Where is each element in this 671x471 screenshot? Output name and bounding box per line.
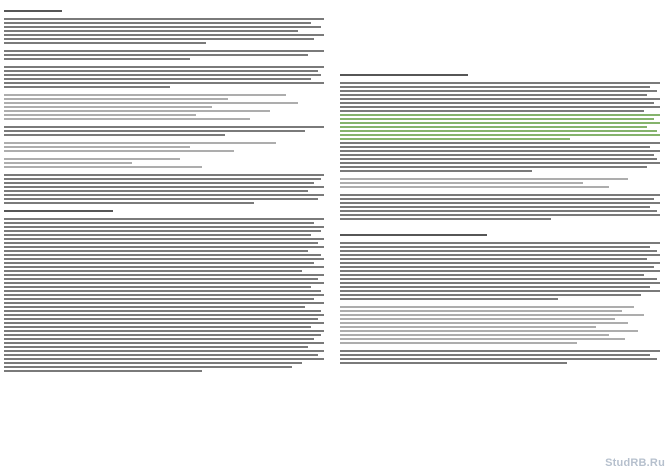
text-line bbox=[4, 30, 298, 32]
text-line bbox=[340, 322, 628, 324]
text-line bbox=[340, 86, 650, 88]
text-line bbox=[340, 50, 660, 52]
text-line bbox=[340, 78, 660, 80]
text-line bbox=[4, 222, 314, 224]
text-line bbox=[340, 254, 660, 256]
text-line bbox=[340, 66, 660, 68]
text-line bbox=[4, 270, 302, 272]
text-line bbox=[340, 298, 558, 300]
text-line bbox=[340, 202, 660, 204]
text-line bbox=[4, 82, 324, 84]
text-line bbox=[340, 26, 660, 28]
text-line bbox=[340, 10, 660, 12]
text-line bbox=[340, 226, 660, 228]
text-line bbox=[4, 238, 324, 240]
text-line bbox=[340, 94, 647, 96]
text-line bbox=[340, 250, 657, 252]
text-line bbox=[4, 146, 190, 148]
text-line bbox=[340, 290, 660, 292]
text-line bbox=[340, 162, 660, 164]
text-line bbox=[340, 218, 551, 220]
section-heading-line bbox=[340, 74, 468, 76]
text-line bbox=[4, 134, 225, 136]
text-line bbox=[340, 90, 657, 92]
text-line bbox=[4, 190, 308, 192]
text-line bbox=[4, 314, 324, 316]
text-line bbox=[340, 58, 660, 60]
text-line bbox=[340, 178, 628, 180]
text-line bbox=[340, 170, 532, 172]
text-line bbox=[4, 206, 324, 208]
text-line bbox=[340, 34, 660, 36]
text-line bbox=[340, 22, 660, 24]
text-line bbox=[340, 266, 654, 268]
section-heading-line bbox=[4, 10, 62, 12]
text-line bbox=[340, 198, 654, 200]
text-line bbox=[4, 366, 292, 368]
text-line bbox=[4, 58, 190, 60]
text-line bbox=[4, 266, 324, 268]
text-line bbox=[340, 82, 660, 84]
text-line bbox=[340, 30, 660, 32]
text-line bbox=[4, 54, 308, 56]
section-heading-line bbox=[340, 234, 487, 236]
text-line bbox=[340, 130, 657, 132]
text-line bbox=[4, 126, 324, 128]
text-line bbox=[340, 186, 609, 188]
text-line bbox=[4, 130, 305, 132]
text-line bbox=[4, 326, 311, 328]
text-line bbox=[4, 322, 324, 324]
text-line bbox=[4, 290, 321, 292]
text-line bbox=[340, 354, 650, 356]
text-line bbox=[340, 294, 641, 296]
text-line bbox=[4, 294, 324, 296]
text-line bbox=[4, 362, 302, 364]
text-line bbox=[4, 66, 324, 68]
watermark: StudRB.Ru bbox=[605, 457, 665, 469]
text-line bbox=[340, 150, 660, 152]
text-line bbox=[340, 242, 660, 244]
text-line bbox=[340, 326, 596, 328]
text-line bbox=[4, 78, 311, 80]
text-line bbox=[4, 114, 196, 116]
text-line bbox=[4, 86, 170, 88]
text-line bbox=[4, 214, 324, 216]
text-line bbox=[4, 166, 202, 168]
text-line bbox=[4, 310, 321, 312]
text-line bbox=[4, 46, 324, 48]
text-line bbox=[340, 158, 657, 160]
text-line bbox=[340, 246, 650, 248]
text-line bbox=[4, 198, 318, 200]
text-line bbox=[4, 162, 132, 164]
text-line bbox=[340, 346, 660, 348]
text-line bbox=[340, 46, 660, 48]
text-line bbox=[4, 194, 324, 196]
text-line bbox=[4, 42, 206, 44]
text-line bbox=[4, 74, 321, 76]
text-line bbox=[340, 18, 660, 20]
text-line bbox=[4, 110, 270, 112]
text-line bbox=[4, 226, 324, 228]
text-line bbox=[340, 194, 660, 196]
text-line bbox=[4, 50, 324, 52]
text-line bbox=[4, 14, 324, 16]
text-line bbox=[340, 270, 660, 272]
text-line bbox=[4, 234, 311, 236]
text-line bbox=[340, 146, 650, 148]
text-line bbox=[4, 202, 254, 204]
text-line bbox=[4, 94, 286, 96]
text-line bbox=[340, 230, 660, 232]
text-line bbox=[340, 190, 660, 192]
text-line bbox=[4, 302, 324, 304]
section-heading-line bbox=[4, 210, 113, 212]
text-line bbox=[4, 318, 318, 320]
text-line bbox=[340, 70, 660, 72]
text-line bbox=[340, 166, 647, 168]
text-line bbox=[4, 346, 308, 348]
text-line bbox=[4, 154, 324, 156]
text-line bbox=[4, 254, 321, 256]
text-line bbox=[4, 258, 324, 260]
text-line bbox=[340, 258, 647, 260]
text-line bbox=[4, 122, 324, 124]
text-line bbox=[340, 334, 609, 336]
text-line bbox=[4, 174, 324, 176]
text-line bbox=[340, 142, 660, 144]
text-line bbox=[340, 206, 650, 208]
text-line bbox=[4, 22, 311, 24]
text-line bbox=[4, 26, 321, 28]
text-line bbox=[4, 330, 324, 332]
text-line bbox=[340, 138, 570, 140]
text-line bbox=[4, 354, 318, 356]
text-line bbox=[4, 178, 321, 180]
text-line bbox=[4, 98, 228, 100]
text-line bbox=[340, 118, 654, 120]
text-line bbox=[340, 54, 660, 56]
text-line bbox=[340, 302, 660, 304]
text-line bbox=[4, 218, 324, 220]
text-line bbox=[340, 274, 644, 276]
text-line bbox=[340, 134, 660, 136]
text-line bbox=[340, 214, 660, 216]
text-line bbox=[4, 262, 314, 264]
text-line bbox=[4, 150, 234, 152]
text-line bbox=[340, 182, 583, 184]
text-line bbox=[4, 242, 318, 244]
text-line bbox=[4, 62, 324, 64]
text-line bbox=[340, 62, 660, 64]
text-line bbox=[340, 330, 638, 332]
text-line bbox=[340, 102, 654, 104]
text-line bbox=[340, 310, 622, 312]
text-line bbox=[4, 142, 276, 144]
text-line bbox=[340, 338, 625, 340]
text-line bbox=[4, 358, 324, 360]
text-line bbox=[4, 246, 324, 248]
text-line bbox=[340, 174, 660, 176]
text-line bbox=[4, 118, 250, 120]
text-line bbox=[4, 138, 324, 140]
text-line bbox=[340, 42, 660, 44]
text-line bbox=[4, 38, 314, 40]
text-line bbox=[340, 122, 660, 124]
text-line bbox=[4, 34, 324, 36]
text-line bbox=[4, 342, 324, 344]
text-line bbox=[4, 170, 324, 172]
text-line bbox=[340, 238, 660, 240]
right-column bbox=[340, 10, 660, 457]
text-line bbox=[4, 274, 324, 276]
text-line bbox=[4, 230, 321, 232]
text-line bbox=[4, 334, 321, 336]
text-line bbox=[340, 362, 567, 364]
text-line bbox=[340, 126, 647, 128]
text-line bbox=[340, 222, 660, 224]
text-line bbox=[4, 338, 314, 340]
text-line bbox=[340, 14, 660, 16]
text-line bbox=[340, 342, 577, 344]
text-line bbox=[4, 186, 324, 188]
text-line bbox=[4, 70, 318, 72]
text-line bbox=[340, 350, 660, 352]
text-line bbox=[4, 350, 324, 352]
text-line bbox=[4, 298, 314, 300]
text-line bbox=[4, 278, 318, 280]
text-line bbox=[340, 110, 644, 112]
text-line bbox=[4, 306, 305, 308]
text-line bbox=[4, 106, 212, 108]
text-line bbox=[340, 106, 660, 108]
text-line bbox=[340, 210, 657, 212]
text-line bbox=[340, 154, 654, 156]
text-line bbox=[340, 262, 660, 264]
text-line bbox=[4, 286, 311, 288]
text-line bbox=[340, 358, 657, 360]
text-line bbox=[4, 182, 314, 184]
text-line bbox=[4, 102, 298, 104]
text-line bbox=[340, 318, 615, 320]
text-line bbox=[340, 306, 634, 308]
text-line bbox=[4, 158, 180, 160]
text-line bbox=[4, 370, 202, 372]
text-line bbox=[4, 250, 308, 252]
text-line bbox=[4, 18, 324, 20]
text-line bbox=[340, 286, 650, 288]
text-line bbox=[340, 278, 657, 280]
text-line bbox=[340, 38, 660, 40]
text-line bbox=[340, 314, 644, 316]
text-line bbox=[4, 90, 324, 92]
text-line bbox=[340, 282, 660, 284]
text-line bbox=[4, 282, 324, 284]
text-line bbox=[340, 98, 660, 100]
left-column bbox=[4, 10, 324, 457]
text-line bbox=[340, 114, 660, 116]
